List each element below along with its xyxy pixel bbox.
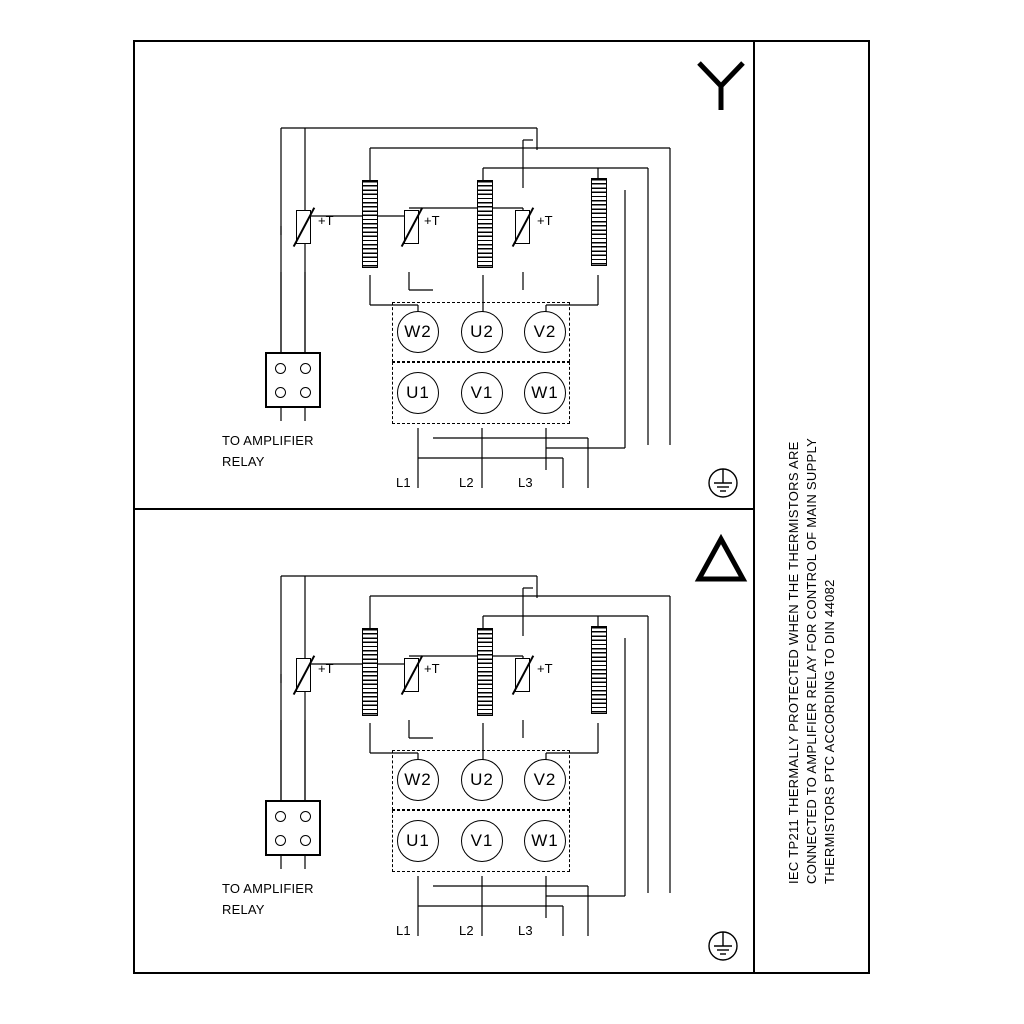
note-line-1: IEC TP211 THERMALLY PROTECTED WHEN THE THERMISTORS ARE [786,441,801,884]
amplifier-relay-label-line2-star: RELAY [222,454,265,469]
terminal-U1-star[interactable]: U1 [397,372,439,414]
ptc-label-2-star: +T [424,213,440,228]
note-line-3: THERMISTORS PTC ACCORDING TO DIN 44082 [822,579,837,884]
terminal-V1-star[interactable]: V1 [461,372,503,414]
connector-dot [275,363,286,374]
phase-label-L2-delta: L2 [459,923,474,938]
note-column-divider [753,40,755,974]
connector-dot [275,387,286,398]
phase-label-L3-star: L3 [518,475,533,490]
phase-label-L2-star: L2 [459,475,474,490]
amplifier-relay-label-line2-delta: RELAY [222,902,265,917]
connector-dot [300,811,311,822]
winding-coil-3-delta [591,626,607,714]
terminal-W1-delta[interactable]: W1 [524,820,566,862]
amplifier-connection-box-delta[interactable] [265,800,321,856]
connector-dot [300,363,311,374]
amplifier-relay-label-line1-star: TO AMPLIFIER [222,433,314,448]
terminal-V1-delta[interactable]: V1 [461,820,503,862]
winding-coil-2-star [477,180,493,268]
winding-coil-3-star [591,178,607,266]
connector-dot [275,835,286,846]
terminal-U2-delta[interactable]: U2 [461,759,503,801]
winding-coil-2-delta [477,628,493,716]
terminal-U1-delta[interactable]: U1 [397,820,439,862]
ptc-label-1-delta: +T [318,661,334,676]
terminal-W2-delta[interactable]: W2 [397,759,439,801]
connector-dot [300,835,311,846]
amplifier-connection-box-star[interactable] [265,352,321,408]
terminal-V2-star[interactable]: V2 [524,311,566,353]
terminal-V2-delta[interactable]: V2 [524,759,566,801]
note-line-2: CONNECTED TO AMPLIFIER RELAY FOR CONTROL OF MAIN SUPPLY [804,437,819,884]
phase-label-L1-delta: L1 [396,923,411,938]
amplifier-relay-label-line1-delta: TO AMPLIFIER [222,881,314,896]
terminal-U2-star[interactable]: U2 [461,311,503,353]
ptc-label-3-star: +T [537,213,553,228]
terminal-W1-star[interactable]: W1 [524,372,566,414]
winding-coil-1-star [362,180,378,268]
phase-label-L1-star: L1 [396,475,411,490]
terminal-W2-star[interactable]: W2 [397,311,439,353]
winding-coil-1-delta [362,628,378,716]
phase-label-L3-delta: L3 [518,923,533,938]
ptc-label-3-delta: +T [537,661,553,676]
connector-dot [300,387,311,398]
connector-dot [275,811,286,822]
ptc-label-1-star: +T [318,213,334,228]
ptc-label-2-delta: +T [424,661,440,676]
